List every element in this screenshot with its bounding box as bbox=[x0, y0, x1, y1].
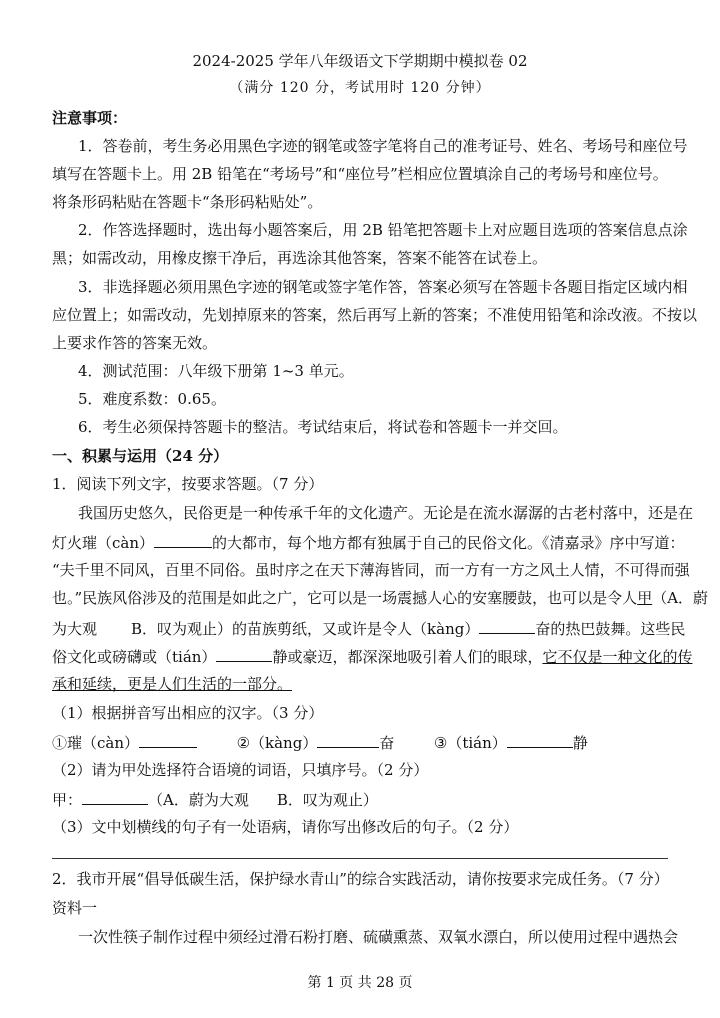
sub1-c-label: ③（tián） bbox=[433, 734, 507, 752]
page-footer: 第 1 页 共 28 页 bbox=[307, 975, 413, 991]
q1-passage-text: B．叹为观止）的苗族剪纸，又或许是令人（kàng） bbox=[131, 620, 480, 638]
q1-passage-line-5 bbox=[52, 617, 686, 639]
notice-item-5: 5．难度系数：0.65。 bbox=[78, 390, 226, 408]
q1-passage-text: 也。”民族风俗涉及的范围是如此之广，它可以是一场震撼人心的安塞腰鼓，也可以是令人 bbox=[52, 589, 638, 607]
q1-passage-text: 灯火璀（càn） bbox=[52, 534, 155, 552]
q1-sub-1-answers bbox=[52, 731, 670, 753]
q1-passage-line-4 bbox=[52, 588, 709, 608]
q1-passage-text: 静或豪迈，都深深地吸引着人们的眼球， bbox=[272, 648, 543, 666]
exam-subtitle: （满分 120 分，考试用时 120 分钟） bbox=[229, 80, 491, 96]
q1-passage-text: 的大都市，每个地方都有独属于自己的民俗文化。《清嘉录》序中写道： bbox=[212, 534, 685, 552]
q1-sub-1: （1）根据拼音写出相应的汉字。（3 分） bbox=[52, 704, 324, 722]
notice-heading: 注意事项： bbox=[52, 109, 128, 127]
q1-sub-3: （3）文中划横线的句子有一处语病，请你写出修改后的句子。（2 分） bbox=[52, 818, 519, 836]
notice-item-1-line-1: 1．答卷前，考生务必用黑色字迹的钢笔或签字笔将自己的准考证号、姓名、考场号和座位号 bbox=[78, 137, 688, 155]
answer-blank[interactable] bbox=[154, 531, 212, 548]
notice-item-1-line-2: 填写在答题卡上。用 2B 铅笔在“考场号”和“座位号”栏相应位置填涂自己的考场号和座位号。 bbox=[52, 165, 668, 183]
answer-line[interactable] bbox=[52, 858, 668, 859]
q1-stem: 1．阅读下列文字，按要求答题。（7 分） bbox=[52, 475, 324, 493]
sub2-option-a: （A．蔚为大观 bbox=[148, 791, 249, 809]
notice-item-4: 4．测试范围：八年级下册第 1~3 单元。 bbox=[78, 362, 354, 380]
sub1-b-tail: 奋 bbox=[379, 734, 395, 752]
sub2-label: 甲： bbox=[52, 791, 83, 809]
q1-passage-line-2 bbox=[52, 531, 685, 553]
blank-marker-jia: 甲 bbox=[637, 589, 653, 607]
q1-passage-line-1: 我国历史悠久，民俗更是一种传承千年的文化遗产。无论是在流水潺潺的古老村落中，还是在 bbox=[78, 504, 694, 522]
q1-passage-text: 为大观 bbox=[52, 620, 98, 638]
answer-blank[interactable] bbox=[216, 645, 272, 662]
notice-item-1-line-3: 将条形码粘贴在答题卡“条形码粘贴处”。 bbox=[52, 193, 323, 211]
q1-passage-line-3: “夫千里不同风，百里不同俗。虽时序之在天下薄海皆同，而一方有一方之风土人情，不可得而强 bbox=[52, 561, 690, 579]
q2-material-line-1: 一次性筷子制作过程中须经过滑石粉打磨、硫磺熏蒸、双氧水漂白，所以使用过程中遇热会 bbox=[78, 928, 679, 946]
q1-passage-text: 奋的热巴鼓舞。这些民 bbox=[535, 620, 686, 638]
q1-passage-line-6 bbox=[52, 645, 693, 667]
q2-material-label: 资料一 bbox=[52, 899, 98, 917]
underlined-sentence-end: 承和延续，更是人们生活的一部分。 bbox=[52, 675, 293, 693]
notice-item-2-line-1: 2．作答选择题时，选出每小题答案后，用 2B 铅笔把答题卡上对应题目选项的答案信息点涂 bbox=[78, 221, 688, 239]
q2-stem: 2．我市开展“倡导低碳生活，保护绿水青山”的综合实践活动，请你按要求完成任务。（7 分） bbox=[52, 870, 669, 888]
sub1-c-blank[interactable] bbox=[507, 731, 573, 748]
sub1-b-label: ②（kàng） bbox=[236, 734, 318, 752]
sub2-blank[interactable] bbox=[82, 788, 148, 805]
sub1-b-blank[interactable] bbox=[317, 731, 379, 748]
notice-item-3-line-2: 应位置上；如需改动，先划掉原来的答案，然后再写上新的答案；不准使用铅笔和涂改液。不按以 bbox=[52, 306, 698, 324]
answer-blank[interactable] bbox=[479, 617, 535, 634]
sub1-c-tail: 静 bbox=[572, 734, 588, 752]
sub2-option-b: B．叹为观止） bbox=[276, 791, 378, 809]
underlined-sentence: 它不仅是一种文化的传 bbox=[542, 648, 693, 666]
q1-passage-text: 俗文化或磅礴或（tián） bbox=[52, 648, 217, 666]
q1-sub-2: （2）请为甲处选择符合语境的词语，只填序号。（2 分） bbox=[52, 761, 429, 779]
notice-item-3-line-1: 3．非选择题必须用黑色字迹的钢笔或签字笔作答，答案必须写在答题卡各题目指定区域内相 bbox=[78, 278, 688, 296]
sub1-a-label: ①璀（càn） bbox=[52, 734, 140, 752]
notice-item-3-line-3: 上要求作答的答案无效。 bbox=[52, 334, 218, 352]
q1-passage-text: （A．蔚 bbox=[652, 589, 709, 607]
notice-item-2-line-2: 黑；如需改动，用橡皮擦干净后，再选涂其他答案，答案不能答在试卷上。 bbox=[52, 249, 548, 267]
sub1-a-blank[interactable] bbox=[139, 731, 197, 748]
q1-sub-2-answer bbox=[52, 788, 670, 810]
notice-item-6: 6．考生必须保持答题卡的整洁。考试结束后，将试卷和答题卡一并交回。 bbox=[78, 418, 568, 436]
exam-title: 2024-2025 学年八年级语文下学期期中模拟卷 02 bbox=[192, 52, 528, 70]
section-1-heading: 一、积累与运用（24 分） bbox=[52, 447, 229, 465]
